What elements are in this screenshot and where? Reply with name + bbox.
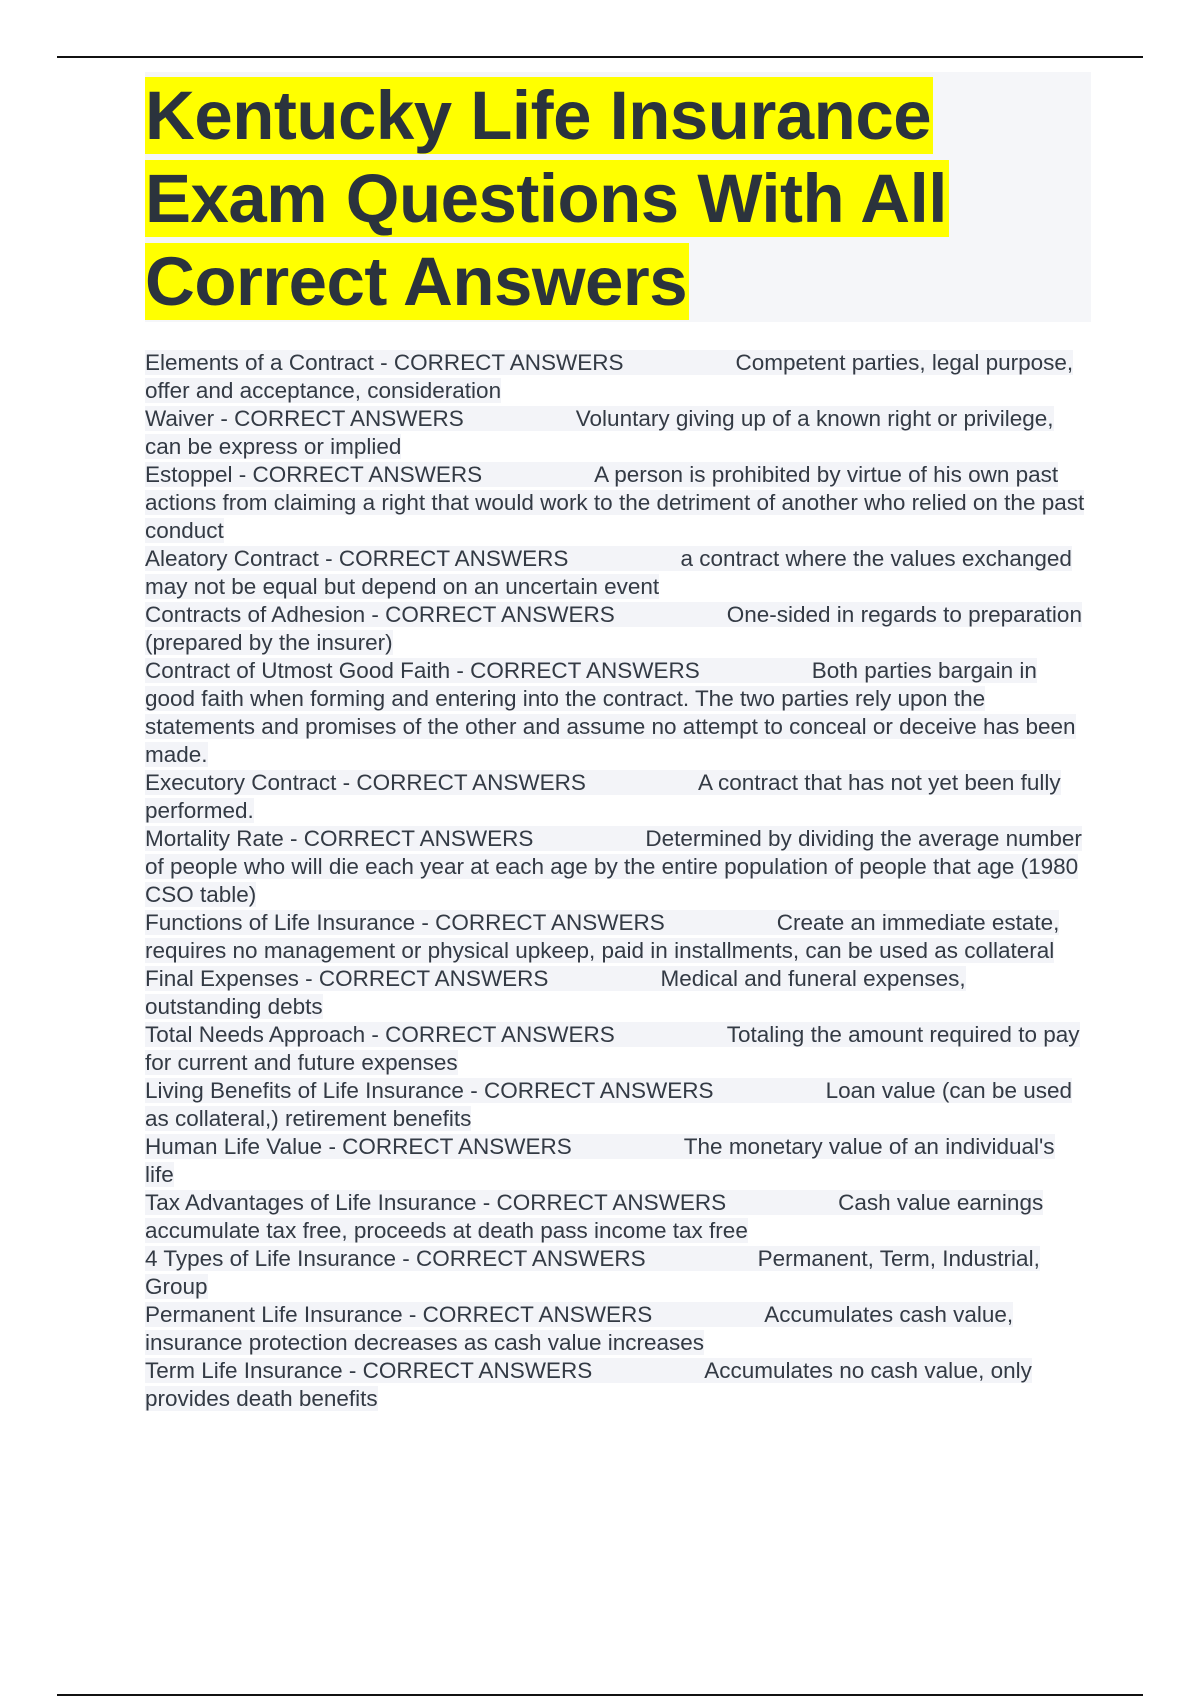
entry-text [145, 1134, 1055, 1187]
entry-answer: Voluntary giving up of a known right or privilege, can be express or implied [145, 406, 1054, 459]
entry-answer: Totaling the amount required to pay for current and future expenses [145, 1022, 1080, 1075]
entry-term: Permanent Life Insurance - CORRECT ANSWERS [145, 1302, 653, 1327]
flashcard-list [145, 349, 1085, 1413]
entry-text [145, 770, 1061, 823]
entry-answer: Medical and funeral expenses, outstanding debts [145, 966, 966, 1019]
flashcard-entry [145, 1357, 1085, 1413]
flashcard-entry [145, 1301, 1085, 1357]
flashcard-entry [145, 1133, 1085, 1189]
title-block [145, 72, 1091, 322]
entry-answer: Accumulates cash value, insurance protection decreases as cash value increases [145, 1302, 1014, 1355]
bottom-rule [57, 1694, 1143, 1696]
entry-term: Living Benefits of Life Insurance - CORRECT ANSWERS [145, 1078, 714, 1103]
entry-text [145, 1246, 1040, 1299]
entry-term: Final Expenses - CORRECT ANSWERS [145, 966, 549, 991]
flashcard-entry [145, 349, 1085, 405]
entry-term: Total Needs Approach - CORRECT ANSWERS [145, 1022, 615, 1047]
entry-text [145, 1302, 1013, 1355]
flashcard-entry [145, 825, 1085, 909]
entry-text [145, 546, 1072, 599]
entry-text [145, 826, 1082, 907]
flashcard-entry [145, 769, 1085, 825]
entry-answer: a contract where the values exchanged may not be equal but depend on an uncertain event [145, 546, 1072, 599]
entry-text [145, 350, 1073, 403]
entry-text [145, 966, 966, 1019]
entry-answer: Loan value (can be used as collateral,) retirement benefits [145, 1078, 1072, 1131]
entry-answer: Accumulates no cash value, only provides death benefits [145, 1358, 1032, 1411]
entry-text [145, 1358, 1032, 1411]
flashcard-entry [145, 965, 1085, 1021]
entry-term: Contracts of Adhesion - CORRECT ANSWERS [145, 602, 615, 627]
entry-term: Estoppel - CORRECT ANSWERS [145, 462, 483, 487]
entry-answer: Competent parties, legal purpose, offer and acceptance, consideration [145, 350, 1074, 403]
entry-term: Executory Contract - CORRECT ANSWERS [145, 770, 586, 795]
flashcard-entry [145, 1189, 1085, 1245]
entry-text [145, 658, 1076, 767]
flashcard-entry [145, 461, 1085, 545]
entry-term: Functions of Life Insurance - CORRECT ANSWERS [145, 910, 665, 935]
entry-answer: Determined by dividing the average number of people who will die each year at each age by the entire population of people that age (1980 CSO table) [145, 826, 1082, 907]
entry-answer: Create an immediate estate, requires no management or physical upkeep, paid in installments, can be used as collateral [145, 910, 1060, 963]
title-highlight: Kentucky Life Insurance Exam Questions With All Correct Answers [145, 77, 947, 320]
entry-answer: A contract that has not yet been fully performed. [145, 770, 1061, 823]
entry-text [145, 462, 1084, 543]
entry-term: 4 Types of Life Insurance - CORRECT ANSWERS [145, 1246, 646, 1271]
entry-term: Human Life Value - CORRECT ANSWERS [145, 1134, 572, 1159]
entry-answer: One-sided in regards to preparation (prepared by the insurer) [145, 602, 1082, 655]
entry-term: Term Life Insurance - CORRECT ANSWERS [145, 1358, 593, 1383]
entry-answer: Both parties bargain in good faith when forming and entering into the contract. The two parties rely upon the statements and promises of the other and assume no attempt to conceal or deceive has been made. [145, 658, 1076, 767]
entry-text [145, 602, 1082, 655]
top-rule [57, 56, 1143, 58]
entry-answer: Cash value earnings accumulate tax free, proceeds at death pass income tax free [145, 1190, 1044, 1243]
entry-term: Aleatory Contract - CORRECT ANSWERS [145, 546, 569, 571]
document-title [145, 72, 1045, 323]
entry-answer: A person is prohibited by virtue of his own past actions from claiming a right that would work to the detriment of another who relied on the past conduct [145, 462, 1085, 543]
entry-text [145, 1022, 1080, 1075]
flashcard-entry [145, 657, 1085, 769]
flashcard-entry [145, 405, 1085, 461]
entry-term: Contract of Utmost Good Faith - CORRECT ANSWERS [145, 658, 700, 683]
entry-text [145, 1078, 1072, 1131]
entry-term: Elements of a Contract - CORRECT ANSWERS [145, 350, 624, 375]
entry-term: Mortality Rate - CORRECT ANSWERS [145, 826, 534, 851]
entry-term: Tax Advantages of Life Insurance - CORRECT ANSWERS [145, 1190, 727, 1215]
entry-answer: Permanent, Term, Industrial, Group [145, 1246, 1040, 1299]
entry-answer: The monetary value of an individual's life [145, 1134, 1055, 1187]
flashcard-entry [145, 1245, 1085, 1301]
flashcard-entry [145, 1021, 1085, 1077]
entry-text [145, 910, 1059, 963]
flashcard-entry [145, 909, 1085, 965]
flashcard-entry [145, 601, 1085, 657]
entry-text [145, 406, 1054, 459]
entry-text [145, 1190, 1043, 1243]
flashcard-entry [145, 545, 1085, 601]
entry-term: Waiver - CORRECT ANSWERS [145, 406, 464, 431]
flashcard-entry [145, 1077, 1085, 1133]
